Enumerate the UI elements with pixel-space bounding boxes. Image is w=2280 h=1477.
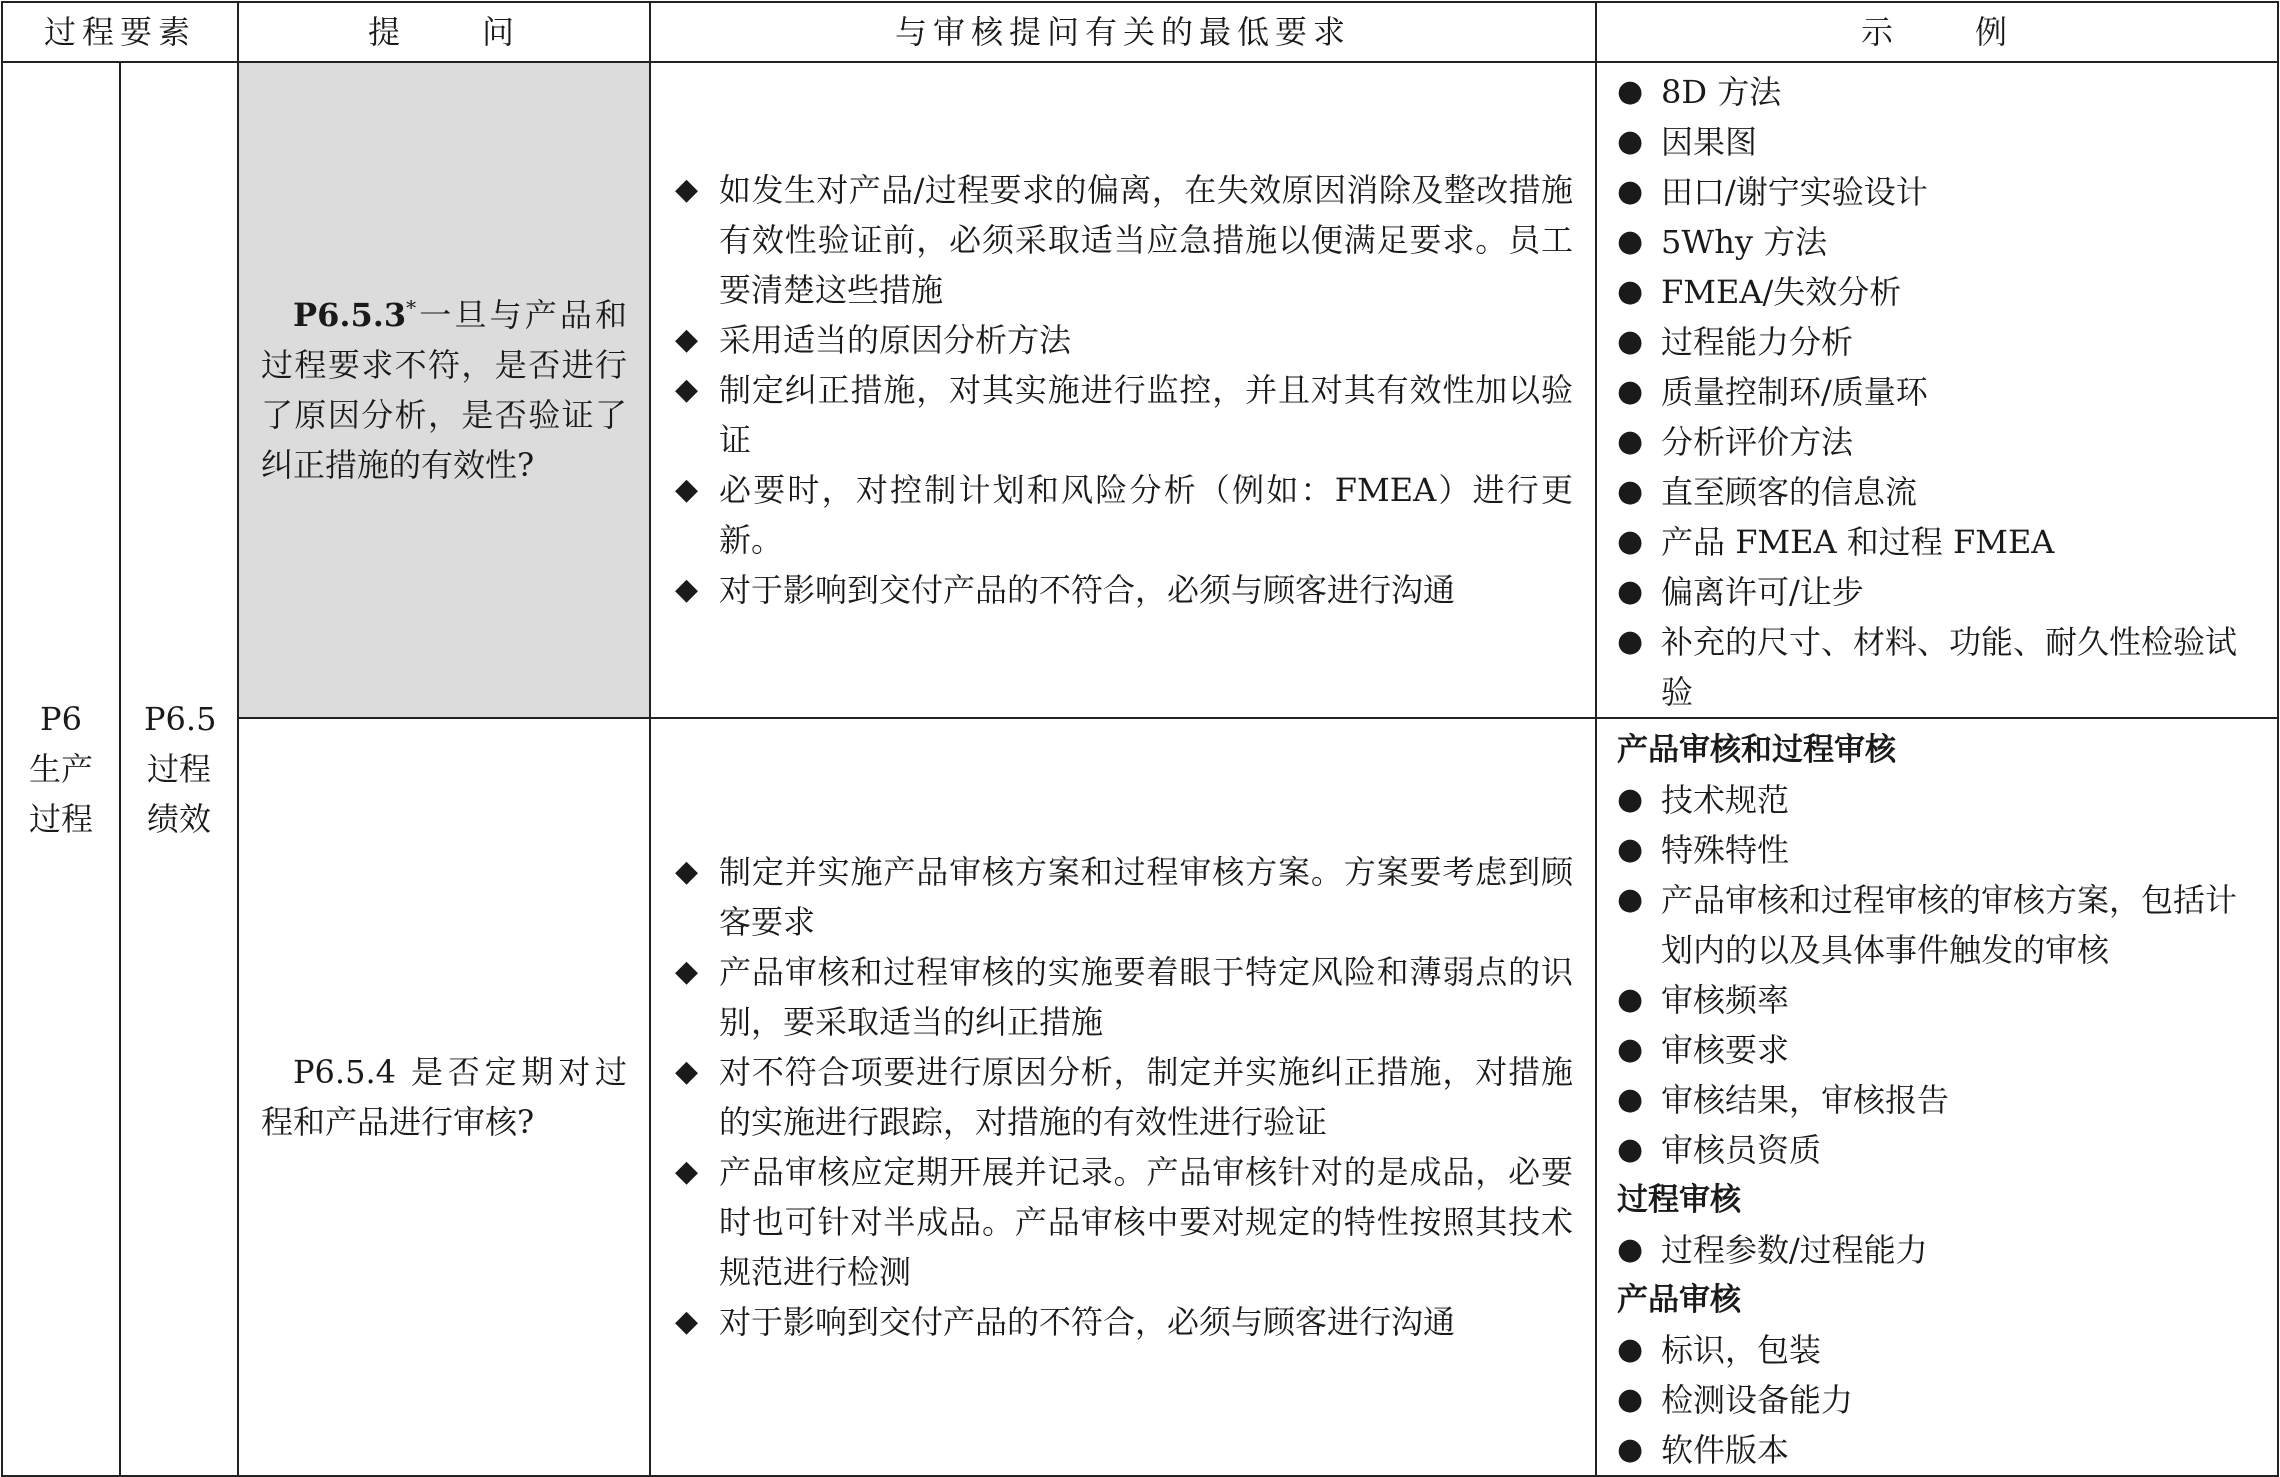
key-question-mark: * (406, 295, 417, 320)
question-id: P6.5.3 (293, 296, 407, 334)
question-cell (238, 718, 650, 1476)
list-item: ● 直至顾客的信息流 (1617, 467, 2261, 517)
header-element: 过程要素 (2, 2, 238, 62)
list-item: ◆ 制定纠正措施，对其实施进行监控，并且对其有效性加以验证 (675, 365, 1573, 465)
list-item: ● 质量控制环/质量环 (1617, 367, 2261, 417)
requirements-list (675, 847, 1573, 1347)
list-item: ● 软件版本 (1617, 1425, 2261, 1475)
list-item: ● 审核频率 (1617, 975, 2261, 1025)
audit-table (1, 1, 2279, 1477)
header-examples: 示 例 (1596, 2, 2278, 62)
list-item: ● 产品 FMEA 和过程 FMEA (1617, 517, 2261, 567)
list-item: ● FMEA/失效分析 (1617, 267, 2261, 317)
list-item: ◆ 对不符合项要进行原因分析，制定并实施纠正措施，对措施的实施进行跟踪，对措施的有效性进行验证 (675, 1047, 1573, 1147)
list-item: ◆ 采用适当的原因分析方法 (675, 315, 1573, 365)
list-item: ● 审核要求 (1617, 1025, 2261, 1075)
examples-list (1617, 67, 2261, 717)
list-item: ● 审核结果，审核报告 (1617, 1075, 2261, 1125)
question-cell (238, 62, 650, 718)
table-row (2, 718, 2278, 1476)
list-item: ◆ 对于影响到交付产品的不符合，必须与顾客进行沟通 (675, 565, 1573, 615)
question-text: 一旦与产品和过程要求不符，是否进行了原因分析，是否验证了纠正措施的有效性? (261, 296, 628, 484)
list-item: ● 特殊特性 (1617, 825, 2261, 875)
list-item: ● 标识，包装 (1617, 1325, 2261, 1375)
list-item: ● 技术规范 (1617, 775, 2261, 825)
list-item: ● 偏离许可/让步 (1617, 567, 2261, 617)
question-text: 是否定期对过程和产品进行审核? (261, 1053, 628, 1141)
process-element-main-label: P6 生产过程 (28, 700, 93, 838)
list-item: ● 5Why 方法 (1617, 217, 2261, 267)
requirements-cell (650, 718, 1596, 1476)
list-item: ● 补充的尺寸、材料、功能、耐久性检验试验 (1617, 617, 2261, 717)
list-item: ◆ 制定并实施产品审核方案和过程审核方案。方案要考虑到顾客要求 (675, 847, 1573, 947)
requirements-list (675, 165, 1573, 615)
list-item: ● 检测设备能力 (1617, 1375, 2261, 1425)
list-item: ◆ 对于影响到交付产品的不符合，必须与顾客进行沟通 (675, 1297, 1573, 1347)
list-item: ● 产品审核和过程审核的审核方案，包括计划内的以及具体事件触发的审核 (1617, 875, 2261, 975)
list-item: ◆ 产品审核和过程审核的实施要着眼于特定风险和薄弱点的识别，要采取适当的纠正措施 (675, 947, 1573, 1047)
list-item: ● 过程参数/过程能力 (1617, 1225, 2261, 1275)
question-id: P6.5.4 (293, 1053, 396, 1091)
process-element-sub (120, 62, 238, 1476)
list-item: ● 审核员资质 (1617, 1125, 2261, 1175)
examples-list (1617, 725, 2261, 1475)
list-item: ◆ 必要时，对控制计划和风险分析（例如：FMEA）进行更新。 (675, 465, 1573, 565)
list-item: ● 8D 方法 (1617, 67, 2261, 117)
process-element-main (2, 62, 120, 1476)
list-item: ◆ 产品审核应定期开展并记录。产品审核针对的是成品，必要时也可针对半成品。产品审核中要对规定的特性按照其技术规范进行检测 (675, 1147, 1573, 1297)
header-question: 提 问 (238, 2, 650, 62)
list-item: ● 因果图 (1617, 117, 2261, 167)
list-item: ● 田口/谢宁实验设计 (1617, 167, 2261, 217)
list-item: ● 分析评价方法 (1617, 417, 2261, 467)
example-group-title: 产品审核 (1617, 1282, 1742, 1318)
header-requirements: 与审核提问有关的最低要求 (650, 2, 1596, 62)
examples-cell (1596, 718, 2278, 1476)
example-group-title: 产品审核和过程审核 (1617, 732, 1897, 768)
table-row (2, 62, 2278, 718)
process-element-sub-label: P6.5 过程绩效 (144, 700, 217, 838)
header-row (2, 2, 2278, 62)
requirements-cell (650, 62, 1596, 718)
example-group-title: 过程审核 (1617, 1182, 1742, 1218)
list-item: ◆ 如发生对产品/过程要求的偏离，在失效原因消除及整改措施有效性验证前，必须采取适当应急措施以便满足要求。员工要清楚这些措施 (675, 165, 1573, 315)
list-item: ● 过程能力分析 (1617, 317, 2261, 367)
examples-cell (1596, 62, 2278, 718)
